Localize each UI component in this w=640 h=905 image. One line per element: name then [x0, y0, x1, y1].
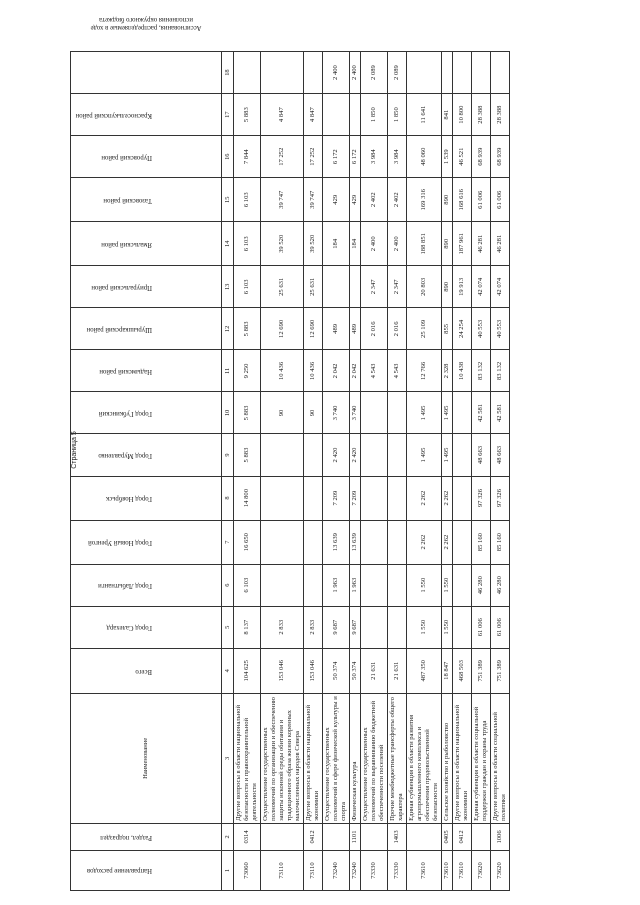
amount-cell: 2 402 — [388, 178, 407, 222]
expense-code-cell: 73240 — [323, 850, 350, 890]
name-cell: Сельское хозяйство и рыболовство — [442, 693, 453, 823]
header-row — [71, 52, 222, 891]
amount-cell: 20 803 — [407, 266, 442, 308]
amount-cell — [388, 476, 407, 520]
header-cell: Приуральский район — [71, 266, 222, 308]
header-cell: Тазовский район — [71, 178, 222, 222]
amount-cell: 6 103 — [234, 178, 261, 222]
amount-cell: 13 639 — [350, 520, 361, 564]
section-code-cell: 0314 — [234, 823, 261, 850]
amount-cell — [361, 564, 388, 606]
column-index-row — [222, 52, 234, 891]
amount-cell: 7 844 — [234, 136, 261, 178]
amount-cell: 855 — [442, 308, 453, 350]
amount-cell: 4 543 — [388, 350, 407, 392]
amount-cell: 2 016 — [388, 308, 407, 350]
amount-cell: 9 687 — [323, 606, 350, 648]
amount-cell: 6 103 — [234, 266, 261, 308]
column-index-cell: 12 — [222, 308, 234, 350]
section-code-cell — [407, 823, 442, 850]
amount-cell: 46 281 — [491, 222, 510, 266]
amount-cell — [323, 266, 350, 308]
amount-cell: 5 883 — [234, 308, 261, 350]
amount-cell: 2 347 — [361, 266, 388, 308]
amount-cell: 17 252 — [261, 136, 304, 178]
amount-cell: 12 690 — [304, 308, 323, 350]
amount-cell: 890 — [442, 178, 453, 222]
amount-cell: 18 847 — [442, 648, 453, 693]
amount-cell: 42 581 — [472, 392, 491, 434]
amount-cell: 1 963 — [350, 564, 361, 606]
amount-cell: 6 103 — [234, 564, 261, 606]
amount-cell: 153 046 — [304, 648, 323, 693]
amount-cell — [388, 606, 407, 648]
amount-cell: 751 389 — [472, 648, 491, 693]
header-cell: Пуровский район — [71, 136, 222, 178]
amount-cell: 751 389 — [491, 648, 510, 693]
amount-cell: 2 400 — [323, 52, 350, 94]
amount-cell — [442, 52, 453, 94]
amount-cell — [453, 476, 472, 520]
header-cell: Шурышкарский район — [71, 308, 222, 350]
amount-cell: 6 103 — [234, 222, 261, 266]
table-row — [491, 52, 510, 891]
amount-cell — [361, 392, 388, 434]
table-row — [442, 52, 453, 891]
column-index-cell: 4 — [222, 648, 234, 693]
amount-cell: 2 262 — [442, 476, 453, 520]
amount-cell — [261, 434, 304, 476]
amount-cell: 1 850 — [361, 94, 388, 136]
amount-cell: 104 625 — [234, 648, 261, 693]
amount-cell: 2 042 — [323, 350, 350, 392]
amount-cell: 39 520 — [261, 222, 304, 266]
name-cell: Прочие межбюджетные трансферты общего характера — [388, 693, 407, 823]
header-cell: Город Салехард — [71, 606, 222, 648]
table-row — [388, 52, 407, 891]
amount-cell: 2 400 — [361, 222, 388, 266]
amount-cell: 2 016 — [361, 308, 388, 350]
column-index-cell: 16 — [222, 136, 234, 178]
amount-cell: 487 350 — [407, 648, 442, 693]
amount-cell: 2 089 — [388, 52, 407, 94]
header-cell: Раздел, подраздел — [71, 823, 222, 850]
amount-cell: 890 — [442, 266, 453, 308]
amount-cell: 2 833 — [304, 606, 323, 648]
amount-cell: 4 847 — [304, 94, 323, 136]
amount-cell: 61 006 — [491, 178, 510, 222]
amount-cell: 10 436 — [261, 350, 304, 392]
amount-cell: 4 543 — [361, 350, 388, 392]
amount-cell: 489 — [350, 308, 361, 350]
amount-cell: 9 687 — [350, 606, 361, 648]
amount-cell — [453, 520, 472, 564]
amount-cell: 85 160 — [472, 520, 491, 564]
amount-cell — [388, 520, 407, 564]
amount-cell — [453, 52, 472, 94]
amount-cell: 2 833 — [261, 606, 304, 648]
amount-cell: 46 521 — [453, 136, 472, 178]
amount-cell: 153 046 — [261, 648, 304, 693]
amount-cell: 1 550 — [407, 606, 442, 648]
amount-cell: 9 250 — [234, 350, 261, 392]
column-index-cell: 5 — [222, 606, 234, 648]
amount-cell — [304, 52, 323, 94]
amount-cell: 7 209 — [350, 476, 361, 520]
amount-cell: 1 550 — [407, 564, 442, 606]
amount-cell — [350, 266, 361, 308]
amount-cell — [453, 564, 472, 606]
amount-cell: 2 347 — [388, 266, 407, 308]
amount-cell — [261, 564, 304, 606]
amount-cell: 1 539 — [442, 136, 453, 178]
amount-cell: 8 137 — [234, 606, 261, 648]
amount-cell — [304, 434, 323, 476]
amount-cell: 46 280 — [472, 564, 491, 606]
section-code-cell — [472, 823, 491, 850]
amount-cell: 42 074 — [472, 266, 491, 308]
amount-cell: 83 132 — [472, 350, 491, 392]
name-cell: Другие вопросы в области национальной экономики — [453, 693, 472, 823]
amount-cell: 25 109 — [407, 308, 442, 350]
budget-table — [70, 16, 510, 891]
amount-cell — [323, 94, 350, 136]
column-index-cell: 2 — [222, 823, 234, 850]
table-row — [407, 52, 442, 891]
amount-cell — [491, 52, 510, 94]
amount-cell: 2 328 — [442, 350, 453, 392]
header-cell: Наименование — [71, 693, 222, 823]
amount-cell: 184 — [350, 222, 361, 266]
amount-cell: 19 913 — [453, 266, 472, 308]
amount-cell: 5 883 — [234, 392, 261, 434]
name-cell: Физическая культура — [350, 693, 361, 823]
section-code-cell: 0412 — [304, 823, 323, 850]
amount-cell: 1 495 — [407, 392, 442, 434]
amount-cell: 39 747 — [304, 178, 323, 222]
amount-cell: 48 663 — [472, 434, 491, 476]
amount-cell: 25 631 — [261, 266, 304, 308]
amount-cell — [407, 52, 442, 94]
amount-cell: 14 800 — [234, 476, 261, 520]
amount-cell: 489 — [323, 308, 350, 350]
page-label: Страница 5 — [71, 431, 78, 469]
column-index-cell: 9 — [222, 434, 234, 476]
table-row — [234, 52, 261, 891]
amount-cell: 39 747 — [261, 178, 304, 222]
section-code-cell: 1101 — [350, 823, 361, 850]
amount-cell: 85 160 — [491, 520, 510, 564]
amount-cell: 169 316 — [407, 178, 442, 222]
amount-cell: 16 650 — [234, 520, 261, 564]
column-index-cell: 15 — [222, 178, 234, 222]
amount-cell: 46 280 — [491, 564, 510, 606]
column-index-cell: 7 — [222, 520, 234, 564]
amount-cell: 40 553 — [491, 308, 510, 350]
name-cell: Единая субвенция в области развития агропромышленного комплекса и обеспечения продовольственной безопасности — [407, 693, 442, 823]
table-row — [304, 52, 323, 891]
amount-cell — [261, 52, 304, 94]
amount-cell — [304, 476, 323, 520]
expense-code-cell: 73110 — [261, 850, 304, 890]
amount-cell: 97 326 — [491, 476, 510, 520]
amount-cell: 3 984 — [361, 136, 388, 178]
amount-cell: 13 639 — [323, 520, 350, 564]
section-code-cell: 1403 — [388, 823, 407, 850]
header-cell: Надымский район — [71, 350, 222, 392]
amount-cell — [388, 392, 407, 434]
table-body — [222, 52, 510, 891]
amount-cell: 25 631 — [304, 266, 323, 308]
column-index-cell: 8 — [222, 476, 234, 520]
amount-cell: 61 006 — [491, 606, 510, 648]
expense-code-cell: 73620 — [472, 850, 491, 890]
amount-cell: 5 883 — [234, 94, 261, 136]
expense-code-cell: 73240 — [350, 850, 361, 890]
amount-cell: 2 400 — [350, 52, 361, 94]
amount-cell — [361, 434, 388, 476]
amount-cell — [388, 434, 407, 476]
column-index-cell: 10 — [222, 392, 234, 434]
header-cell: Город Ноябрьск — [71, 476, 222, 520]
amount-cell: 6 172 — [350, 136, 361, 178]
table-row — [453, 52, 472, 891]
amount-cell: 10 438 — [453, 350, 472, 392]
amount-cell: 188 851 — [407, 222, 442, 266]
expense-code-cell: 73060 — [234, 850, 261, 890]
name-cell: Осуществление государственных полномочий по выравниванию бюджетной обеспеченности поселений — [361, 693, 388, 823]
amount-cell: 17 252 — [304, 136, 323, 178]
amount-cell: 21 631 — [388, 648, 407, 693]
amount-cell — [472, 52, 491, 94]
header-cell: Город Муравленко — [71, 434, 222, 476]
amount-cell: 28 388 — [472, 94, 491, 136]
amount-cell: 48 060 — [407, 136, 442, 178]
amount-cell: 11 641 — [407, 94, 442, 136]
amount-cell: 50 374 — [350, 648, 361, 693]
column-index-cell: 13 — [222, 266, 234, 308]
amount-cell: 39 520 — [304, 222, 323, 266]
header-cell: Красноселькупский район — [71, 94, 222, 136]
expense-code-cell: 73610 — [407, 850, 442, 890]
amount-cell: 2 262 — [442, 520, 453, 564]
amount-cell — [304, 564, 323, 606]
amount-cell: 68 939 — [472, 136, 491, 178]
amount-cell: 3 740 — [350, 392, 361, 434]
amount-cell — [304, 520, 323, 564]
amount-cell: 68 939 — [491, 136, 510, 178]
expense-code-cell: 73610 — [442, 850, 453, 890]
header-cell: Город Новый Уренгой — [71, 520, 222, 564]
section-code-cell — [261, 823, 304, 850]
amount-cell: 2 402 — [361, 178, 388, 222]
amount-cell: 1 495 — [442, 434, 453, 476]
amount-cell — [234, 52, 261, 94]
section-code-cell — [361, 823, 388, 850]
section-code-cell: 0405 — [442, 823, 453, 850]
amount-cell: 468 503 — [453, 648, 472, 693]
amount-cell: 1 963 — [323, 564, 350, 606]
amount-cell — [350, 94, 361, 136]
header-cell: Всего — [71, 648, 222, 693]
amount-cell: 1 550 — [442, 606, 453, 648]
section-code-cell — [323, 823, 350, 850]
amount-cell: 1 495 — [407, 434, 442, 476]
name-cell: Другие вопросы в области национальной безопасности и правоохранительной деятельности — [234, 693, 261, 823]
amount-cell: 2 089 — [361, 52, 388, 94]
expense-code-cell: 73620 — [491, 850, 510, 890]
amount-cell: 2 262 — [407, 476, 442, 520]
amount-cell: 2 262 — [407, 520, 442, 564]
amount-cell: 2 400 — [388, 222, 407, 266]
column-index-cell: 18 — [222, 52, 234, 94]
amount-cell: 48 663 — [491, 434, 510, 476]
amount-cell: 42 581 — [491, 392, 510, 434]
amount-cell: 61 006 — [472, 178, 491, 222]
header-cell: Направление расходов — [71, 850, 222, 890]
amount-cell: 2 420 — [323, 434, 350, 476]
amount-cell: 10 436 — [304, 350, 323, 392]
amount-cell: 40 553 — [472, 308, 491, 350]
amount-cell — [361, 476, 388, 520]
table-row — [472, 52, 491, 891]
amount-cell: 5 883 — [234, 434, 261, 476]
amount-cell — [361, 520, 388, 564]
expense-code-cell: 73110 — [304, 850, 323, 890]
section-code-cell: 0412 — [453, 823, 472, 850]
amount-cell: 50 374 — [323, 648, 350, 693]
column-index-cell: 1 — [222, 850, 234, 890]
expense-code-cell: 73330 — [361, 850, 388, 890]
amount-cell: 21 631 — [361, 648, 388, 693]
table-row — [323, 52, 350, 891]
amount-cell: 6 172 — [323, 136, 350, 178]
amount-cell: 1 850 — [388, 94, 407, 136]
table-row — [261, 52, 304, 891]
amount-cell: 61 006 — [472, 606, 491, 648]
amount-cell: 4 847 — [261, 94, 304, 136]
name-cell: Осуществление государственных полномочий в сфере физической культуры и спорта — [323, 693, 350, 823]
table-container — [70, 16, 570, 891]
header-cell: Город Лабытнанги — [71, 564, 222, 606]
amount-cell: 12 766 — [407, 350, 442, 392]
amount-cell: 184 — [323, 222, 350, 266]
amount-cell: 90 — [304, 392, 323, 434]
amount-cell: 97 326 — [472, 476, 491, 520]
table-row — [361, 52, 388, 891]
amount-cell: 841 — [442, 94, 453, 136]
amount-cell: 46 281 — [472, 222, 491, 266]
amount-cell: 2 420 — [350, 434, 361, 476]
name-cell: Единая субвенция в области социальной поддержки граждан и охраны труда — [472, 693, 491, 823]
amount-cell: 28 388 — [491, 94, 510, 136]
column-index-cell: 6 — [222, 564, 234, 606]
amount-cell: 24 254 — [453, 308, 472, 350]
amount-cell: 2 042 — [350, 350, 361, 392]
column-index-cell: 11 — [222, 350, 234, 392]
expense-code-cell: 73330 — [388, 850, 407, 890]
amount-cell: 187 961 — [453, 222, 472, 266]
expense-code-cell: 73610 — [453, 850, 472, 890]
amount-cell: 890 — [442, 222, 453, 266]
amount-cell: 42 074 — [491, 266, 510, 308]
section-code-cell: 1006 — [491, 823, 510, 850]
name-cell: Другие вопросы в области национальной экономики — [304, 693, 323, 823]
amount-cell — [453, 434, 472, 476]
amount-cell — [261, 476, 304, 520]
amount-cell: 83 132 — [491, 350, 510, 392]
amount-cell: 168 616 — [453, 178, 472, 222]
header-cell: Город Губкинский — [71, 392, 222, 434]
amount-cell: 3 984 — [388, 136, 407, 178]
table-row — [350, 52, 361, 891]
amount-cell — [261, 520, 304, 564]
column-index-cell: 3 — [222, 693, 234, 823]
amount-cell: 429 — [350, 178, 361, 222]
header-cell: Ямальский район — [71, 222, 222, 266]
header-cell: Ассигнования, распределяемые в ходе исполнения окружного бюджета — [71, 52, 222, 94]
name-cell: Осуществление государственных полномочий по организации и обеспечению защиты исконной среды обитания и традиционного образа жизни коренных малочисленных народов Севера — [261, 693, 304, 823]
amount-cell: 12 690 — [261, 308, 304, 350]
amount-cell — [388, 564, 407, 606]
amount-cell: 1 495 — [442, 392, 453, 434]
column-index-cell: 17 — [222, 94, 234, 136]
amount-cell: 3 740 — [323, 392, 350, 434]
amount-cell: 90 — [261, 392, 304, 434]
amount-cell — [453, 392, 472, 434]
amount-cell — [361, 606, 388, 648]
amount-cell — [453, 606, 472, 648]
amount-cell: 429 — [323, 178, 350, 222]
name-cell: Другие вопросы в области социальной политики — [491, 693, 510, 823]
column-index-cell: 14 — [222, 222, 234, 266]
amount-cell: 7 209 — [323, 476, 350, 520]
amount-cell: 10 800 — [453, 94, 472, 136]
amount-cell: 1 550 — [442, 564, 453, 606]
